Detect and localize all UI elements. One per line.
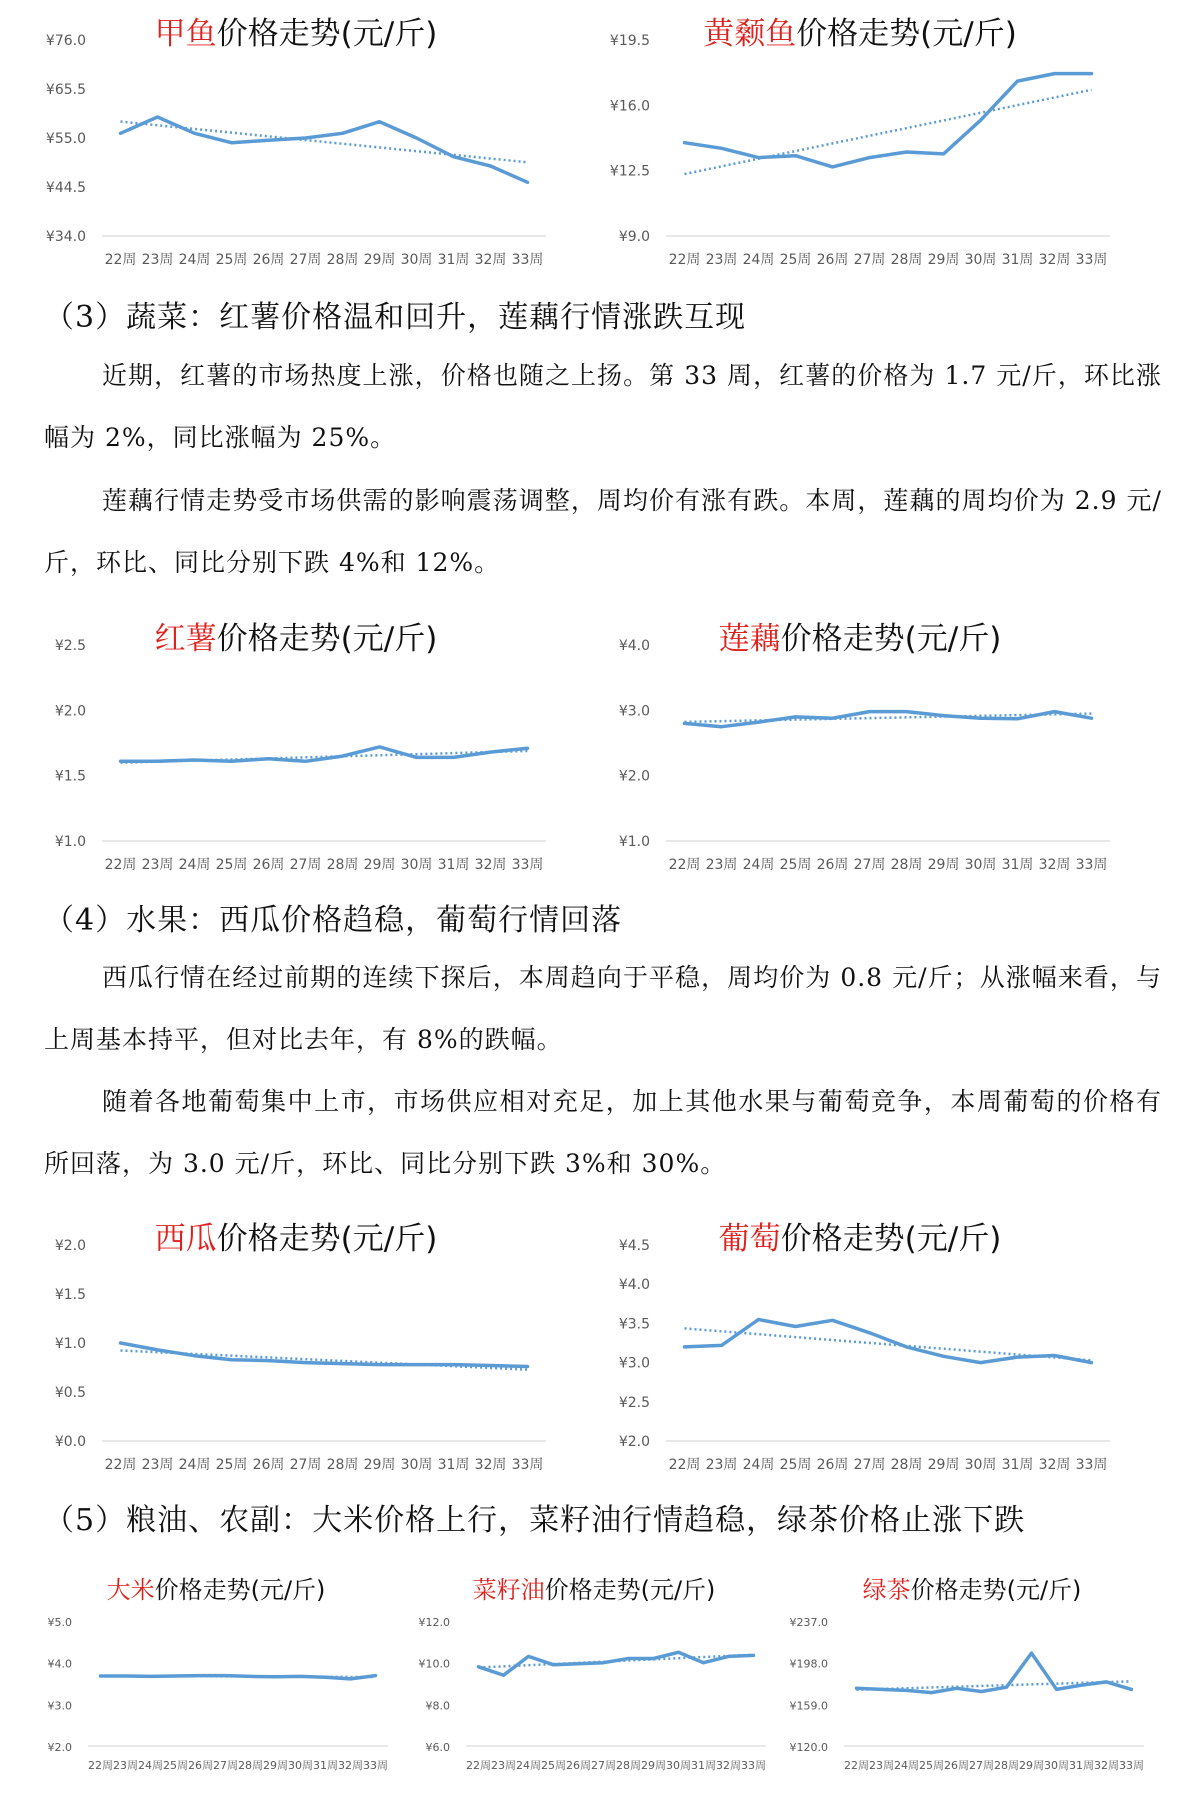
x-tick-label: 29周 (363, 1457, 396, 1473)
x-tick-label: 32周 (338, 1759, 363, 1772)
y-tick-label: ¥159.0 (789, 1699, 828, 1713)
chart-title: 甲鱼价格走势(元/斤) (154, 16, 438, 52)
data-point (602, 1661, 606, 1665)
x-tick-label: 31周 (437, 252, 470, 268)
data-point (415, 1363, 419, 1367)
y-tick-label: ¥2.0 (54, 1238, 86, 1254)
data-point (526, 746, 530, 750)
y-tick-label: ¥12.0 (418, 1616, 450, 1629)
data-point (193, 1354, 197, 1358)
y-tick-label: ¥9.0 (618, 229, 650, 245)
chart-huangsangyu (600, 0, 1120, 280)
data-point (905, 1688, 909, 1692)
y-tick-label: ¥120.0 (789, 1741, 828, 1754)
data-point (230, 759, 234, 763)
data-point (1090, 72, 1094, 76)
chart-title: 葡萄价格走势(元/斤) (718, 1221, 1002, 1257)
data-point (980, 1690, 984, 1694)
x-tick-label: 27周 (969, 1759, 994, 1772)
data-point (720, 146, 724, 150)
x-tick-label: 28周 (326, 857, 359, 873)
x-tick-label: 33周 (1075, 252, 1108, 268)
x-tick-label: 28周 (890, 857, 923, 873)
data-point (489, 750, 493, 754)
x-tick-label: 25周 (215, 1457, 248, 1473)
data-point (378, 120, 382, 124)
x-tick-label: 29周 (363, 857, 396, 873)
y-tick-label: ¥55.0 (45, 131, 86, 147)
data-point (224, 1674, 228, 1678)
trendline (685, 90, 1092, 174)
data-point (757, 156, 761, 160)
y-tick-label: ¥1.0 (618, 834, 650, 850)
y-tick-label: ¥4.0 (618, 1277, 650, 1294)
data-point (979, 1361, 983, 1365)
x-tick-label: 25周 (215, 252, 248, 268)
paragraph-sweet-potato: 近期，红薯的市场热度上涨，价格也随之上扬。第 33 周，红薯的价格为 1.7 元/斤，环比涨幅为 2%，同比涨幅为 25%。 (44, 361, 1162, 452)
data-point (119, 131, 123, 135)
chart-hongshu (36, 605, 556, 885)
data-point (880, 1687, 884, 1691)
data-point (378, 745, 382, 749)
x-tick-label: 30周 (964, 857, 997, 873)
section-heading-fruit: （4）水果：西瓜价格趋稳，葡萄行情回落 (44, 903, 623, 938)
data-point (855, 1686, 859, 1690)
data-point (249, 1674, 253, 1678)
x-tick-label: 23周 (141, 857, 174, 873)
data-point (702, 1661, 706, 1665)
series-line (121, 747, 528, 761)
x-tick-label: 22周 (844, 1759, 869, 1772)
data-point (1016, 1355, 1020, 1359)
x-tick-label: 32周 (474, 1457, 507, 1473)
y-tick-label: ¥76.0 (45, 33, 86, 49)
data-point (1016, 717, 1020, 721)
x-tick-label: 32周 (1038, 857, 1071, 873)
chart-putao (600, 1205, 1120, 1485)
x-tick-label: 26周 (252, 857, 285, 873)
x-tick-label: 23周 (113, 1759, 138, 1772)
section-heading-grain-oil: （5）粮油、农副：大米价格上行，菜籽油行情趋稳，绿茶价格止涨下跌 (44, 1503, 1026, 1538)
x-tick-label: 24周 (178, 857, 211, 873)
chart-dami (36, 1565, 396, 1780)
y-tick-label: ¥1.5 (54, 1287, 86, 1303)
data-point (304, 759, 308, 763)
x-tick-label: 27周 (853, 857, 886, 873)
x-tick-label: 24周 (516, 1759, 541, 1772)
x-tick-label: 28周 (326, 252, 359, 268)
data-point (1130, 1687, 1134, 1691)
x-tick-label: 32周 (716, 1759, 741, 1772)
x-tick-label: 22周 (668, 857, 701, 873)
x-tick-label: 33周 (1075, 857, 1108, 873)
data-point (757, 1317, 761, 1321)
chart-title: 菜籽油价格走势(元/斤) (472, 1576, 716, 1604)
data-point (415, 136, 419, 140)
data-point (156, 115, 160, 119)
data-point (199, 1674, 203, 1678)
x-tick-label: 23周 (705, 857, 738, 873)
y-tick-label: ¥1.0 (54, 1336, 86, 1352)
x-tick-label: 28周 (890, 1457, 923, 1473)
chart-caiziyou (414, 1565, 774, 1780)
x-tick-label: 29周 (1019, 1759, 1044, 1772)
x-tick-label: 28周 (994, 1759, 1019, 1772)
data-point (720, 1343, 724, 1347)
data-point (683, 1345, 687, 1349)
data-point (942, 714, 946, 718)
data-point (341, 131, 345, 135)
x-tick-label: 30周 (1044, 1759, 1069, 1772)
data-point (378, 1363, 382, 1367)
x-tick-label: 33周 (511, 252, 544, 268)
x-tick-label: 24周 (742, 857, 775, 873)
x-tick-label: 32周 (1038, 252, 1071, 268)
data-point (1055, 1687, 1059, 1691)
x-tick-label: 24周 (894, 1759, 919, 1772)
x-tick-label: 22周 (104, 1457, 137, 1473)
x-tick-label: 25周 (919, 1759, 944, 1772)
data-point (349, 1677, 353, 1681)
chart-lianou (600, 605, 1120, 885)
x-tick-label: 33周 (511, 1457, 544, 1473)
x-tick-label: 23周 (491, 1759, 516, 1772)
x-tick-label: 31周 (1001, 1457, 1034, 1473)
x-tick-label: 31周 (691, 1759, 716, 1772)
y-tick-label: ¥12.5 (609, 163, 650, 180)
x-tick-label: 24周 (742, 252, 775, 268)
data-point (341, 1362, 345, 1366)
chart-jiayu (36, 0, 556, 280)
y-tick-label: ¥237.0 (789, 1616, 828, 1629)
series-line (857, 1653, 1132, 1693)
x-tick-label: 26周 (252, 252, 285, 268)
data-point (979, 716, 983, 720)
data-point (727, 1654, 731, 1658)
y-tick-label: ¥1.5 (54, 768, 86, 785)
data-point (489, 164, 493, 168)
x-tick-label: 27周 (591, 1759, 616, 1772)
y-tick-label: ¥44.5 (45, 180, 86, 196)
x-tick-label: 31周 (437, 857, 470, 873)
data-point (193, 758, 197, 762)
section-heading-vegetables: （3）蔬菜：红薯价格温和回升，莲藕行情涨跌互现 (44, 300, 747, 335)
x-tick-label: 30周 (400, 857, 433, 873)
data-point (489, 1364, 493, 1368)
x-tick-label: 22周 (466, 1759, 491, 1772)
data-point (230, 1358, 234, 1362)
data-point (452, 155, 456, 159)
data-point (942, 1354, 946, 1358)
y-tick-label: ¥2.0 (47, 1741, 72, 1754)
x-tick-label: 29周 (927, 1457, 960, 1473)
data-point (304, 136, 308, 140)
series-line (121, 1343, 528, 1367)
data-point (299, 1674, 303, 1678)
data-point (304, 1361, 308, 1365)
data-point (757, 720, 761, 724)
data-point (527, 1654, 531, 1658)
data-point (831, 165, 835, 169)
data-point (831, 1318, 835, 1322)
x-tick-label: 22周 (88, 1759, 113, 1772)
data-point (174, 1674, 178, 1678)
data-point (683, 141, 687, 145)
x-tick-label: 31周 (313, 1759, 338, 1772)
x-tick-label: 28周 (326, 1457, 359, 1473)
x-tick-label: 22周 (104, 857, 137, 873)
data-point (156, 1348, 160, 1352)
data-point (324, 1675, 328, 1679)
data-point (868, 710, 872, 714)
y-tick-label: ¥3.5 (618, 1316, 650, 1333)
series-line (479, 1652, 754, 1675)
y-tick-label: ¥198.0 (789, 1657, 828, 1671)
data-point (452, 755, 456, 759)
data-point (267, 138, 271, 142)
chart-title: 绿茶价格走势(元/斤) (862, 1576, 1082, 1604)
y-tick-label: ¥3.0 (47, 1699, 72, 1713)
data-point (156, 759, 160, 763)
data-point (1105, 1680, 1109, 1684)
data-point (526, 180, 530, 184)
data-point (979, 118, 983, 122)
x-tick-label: 27周 (213, 1759, 238, 1772)
data-point (942, 152, 946, 156)
x-tick-label: 32周 (474, 857, 507, 873)
chart-title: 红薯价格走势(元/斤) (154, 621, 438, 657)
y-tick-label: ¥3.0 (618, 1355, 650, 1372)
chart-title: 黄颡鱼价格走势(元/斤) (703, 16, 1017, 52)
data-point (1053, 710, 1057, 714)
series-line (685, 1320, 1092, 1363)
data-point (794, 715, 798, 719)
y-tick-label: ¥0.0 (54, 1434, 86, 1450)
y-tick-label: ¥2.5 (54, 638, 86, 654)
y-tick-label: ¥10.0 (418, 1657, 450, 1671)
x-tick-label: 29周 (363, 252, 396, 268)
data-point (1080, 1683, 1084, 1687)
data-point (955, 1686, 959, 1690)
x-tick-label: 24周 (742, 1457, 775, 1473)
x-tick-label: 27周 (289, 252, 322, 268)
y-tick-label: ¥5.0 (47, 1616, 72, 1629)
x-tick-label: 29周 (927, 857, 960, 873)
x-tick-label: 32周 (1038, 1457, 1071, 1473)
x-tick-label: 26周 (252, 1457, 285, 1473)
x-tick-label: 26周 (816, 857, 849, 873)
y-tick-label: ¥16.0 (609, 98, 650, 115)
x-tick-label: 28周 (890, 252, 923, 268)
x-tick-label: 28周 (616, 1759, 641, 1772)
data-point (526, 1365, 530, 1369)
x-tick-label: 23周 (705, 1457, 738, 1473)
y-tick-label: ¥1.0 (54, 834, 86, 850)
x-tick-label: 25周 (779, 1457, 812, 1473)
data-point (1005, 1685, 1009, 1689)
x-tick-label: 25周 (779, 857, 812, 873)
x-tick-label: 26周 (188, 1759, 213, 1772)
data-point (868, 1331, 872, 1335)
y-tick-label: ¥6.0 (425, 1741, 450, 1754)
data-point (119, 1341, 123, 1345)
x-tick-label: 24周 (178, 252, 211, 268)
data-point (415, 755, 419, 759)
data-point (683, 721, 687, 725)
chart-lvcha (789, 1565, 1152, 1780)
data-point (577, 1662, 581, 1666)
y-tick-label: ¥65.5 (45, 82, 86, 98)
data-point (1090, 716, 1094, 720)
x-tick-label: 31周 (1001, 857, 1034, 873)
y-tick-label: ¥34.0 (45, 229, 86, 245)
x-tick-label: 22周 (668, 252, 701, 268)
x-tick-label: 33周 (511, 857, 544, 873)
x-tick-label: 28周 (238, 1759, 263, 1772)
data-point (267, 757, 271, 761)
data-point (930, 1691, 934, 1695)
data-point (230, 141, 234, 145)
y-tick-label: ¥8.0 (425, 1699, 450, 1713)
x-tick-label: 27周 (853, 1457, 886, 1473)
data-point (794, 154, 798, 158)
paragraph-grape: 随着各地葡萄集中上市，市场供应相对充足，加上其他水果与葡萄竞争，本周葡萄的价格有所回落，为 3.0 元/斤，环比、同比分别下跌 3%和 30%。 (44, 1087, 1162, 1178)
data-point (677, 1650, 681, 1654)
x-tick-label: 25周 (163, 1759, 188, 1772)
x-tick-label: 33周 (1075, 1457, 1108, 1473)
x-tick-label: 25周 (215, 857, 248, 873)
data-point (831, 716, 835, 720)
data-point (99, 1674, 103, 1678)
data-point (868, 156, 872, 160)
data-point (905, 1345, 909, 1349)
data-point (1030, 1651, 1034, 1655)
x-tick-label: 30周 (666, 1759, 691, 1772)
x-tick-label: 26周 (816, 252, 849, 268)
x-tick-label: 29周 (641, 1759, 666, 1772)
x-tick-label: 23周 (869, 1759, 894, 1772)
data-point (752, 1653, 756, 1657)
data-point (267, 1359, 271, 1363)
data-point (124, 1674, 128, 1678)
x-tick-label: 24周 (178, 1457, 211, 1473)
x-tick-label: 24周 (138, 1759, 163, 1772)
data-point (374, 1674, 378, 1678)
y-tick-label: ¥2.5 (618, 1394, 650, 1411)
data-point (905, 150, 909, 154)
y-tick-label: ¥0.5 (54, 1385, 86, 1401)
data-point (720, 725, 724, 729)
data-point (905, 710, 909, 714)
data-point (274, 1675, 278, 1679)
x-tick-label: 23周 (705, 252, 738, 268)
paragraph-watermelon: 西瓜行情在经过前期的连续下探后，本周趋向于平稳，周均价为 0.8 元/斤；从涨幅来看，与上周基本持平，但对比去年，有 8%的跌幅。 (44, 963, 1162, 1054)
x-tick-label: 33周 (363, 1759, 388, 1772)
chart-title: 莲藕价格走势(元/斤) (718, 621, 1002, 657)
x-tick-label: 23周 (141, 1457, 174, 1473)
x-tick-label: 32周 (1094, 1759, 1119, 1772)
data-point (1053, 1354, 1057, 1358)
data-point (193, 131, 197, 135)
x-tick-label: 29周 (927, 252, 960, 268)
series-line (685, 74, 1092, 167)
paragraph-lotus-root: 莲藕行情走势受市场供需的影响震荡调整，周均价有涨有跌。本周，莲藕的周均价为 2.9 元/斤，环比、同比分别下跌 4%和 12%。 (44, 486, 1162, 577)
data-point (627, 1657, 631, 1661)
x-tick-label: 27周 (289, 857, 322, 873)
x-tick-label: 31周 (1069, 1759, 1094, 1772)
data-point (149, 1674, 153, 1678)
chart-title: 西瓜价格走势(元/斤) (154, 1221, 438, 1257)
x-tick-label: 23周 (141, 252, 174, 268)
x-tick-label: 30周 (964, 1457, 997, 1473)
series-line (101, 1676, 376, 1679)
data-point (341, 754, 345, 758)
x-tick-label: 30周 (400, 252, 433, 268)
x-tick-label: 22周 (104, 252, 137, 268)
x-tick-label: 27周 (853, 252, 886, 268)
x-tick-label: 30周 (288, 1759, 313, 1772)
x-tick-label: 22周 (668, 1457, 701, 1473)
data-point (652, 1657, 656, 1661)
chart-title: 大米价格走势(元/斤) (106, 1576, 326, 1604)
x-tick-label: 26周 (566, 1759, 591, 1772)
y-tick-label: ¥19.5 (609, 33, 650, 49)
x-tick-label: 29周 (263, 1759, 288, 1772)
x-tick-label: 31周 (437, 1457, 470, 1473)
data-point (1090, 1361, 1094, 1365)
x-tick-label: 30周 (964, 252, 997, 268)
x-tick-label: 25周 (541, 1759, 566, 1772)
data-point (1053, 72, 1057, 76)
x-tick-label: 31周 (1001, 252, 1034, 268)
y-tick-label: ¥4.0 (47, 1657, 72, 1671)
data-point (1016, 79, 1020, 83)
data-point (552, 1663, 556, 1667)
x-tick-label: 25周 (779, 252, 812, 268)
x-tick-label: 30周 (400, 1457, 433, 1473)
data-point (119, 759, 123, 763)
data-point (477, 1665, 481, 1669)
y-tick-label: ¥2.0 (618, 768, 650, 785)
y-tick-label: ¥4.5 (618, 1238, 650, 1254)
y-tick-label: ¥2.0 (618, 1434, 650, 1450)
y-tick-label: ¥3.0 (618, 703, 650, 720)
x-tick-label: 27周 (289, 1457, 322, 1473)
y-tick-label: ¥2.0 (54, 703, 86, 720)
x-tick-label: 32周 (474, 252, 507, 268)
y-tick-label: ¥4.0 (618, 638, 650, 654)
data-point (452, 1363, 456, 1367)
x-tick-label: 33周 (1119, 1759, 1144, 1772)
x-tick-label: 26周 (816, 1457, 849, 1473)
x-tick-label: 33周 (741, 1759, 766, 1772)
series-line (121, 117, 528, 182)
data-point (794, 1325, 798, 1329)
chart-xigua (36, 1205, 556, 1485)
x-tick-label: 26周 (944, 1759, 969, 1772)
data-point (502, 1673, 506, 1677)
